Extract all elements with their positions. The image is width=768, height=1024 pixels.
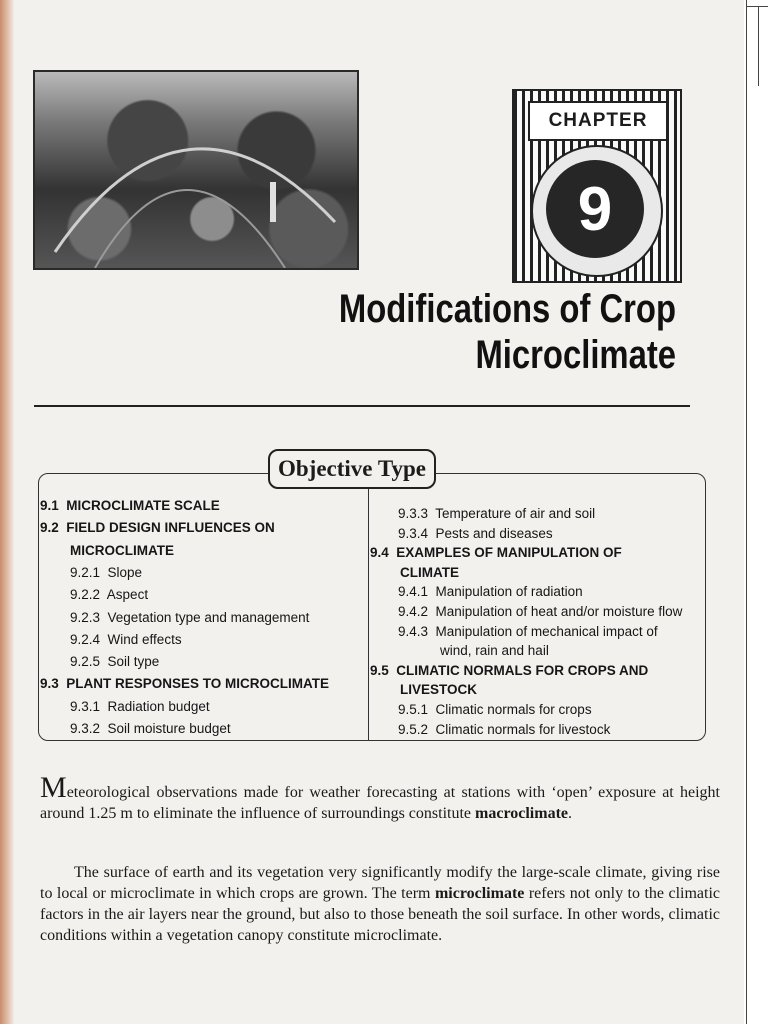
toc-item (70, 564, 142, 581)
page-right-margin (744, 0, 768, 1024)
toc-item (398, 525, 553, 542)
toc-item-label: CLIMATE (400, 564, 459, 580)
toc-item-label: Radiation budget (107, 698, 210, 714)
toc-item-label: CLIMATIC NORMALS FOR CROPS AND (396, 662, 649, 678)
toc-item-label: Pests and diseases (435, 525, 553, 541)
toc-item (398, 603, 682, 620)
toc-item-label: Soil moisture budget (107, 721, 231, 736)
toc-item-number: 9.3.2 (70, 721, 108, 736)
toc-item (40, 519, 275, 536)
toc-item-label: LIVESTOCK (400, 682, 478, 698)
objectives-column-divider (368, 482, 369, 740)
toc-item-number: 9.5.2 (398, 721, 436, 737)
toc-item-label: Climatic normals for livestock (435, 721, 611, 737)
toc-item (440, 642, 549, 659)
toc-item (70, 653, 159, 670)
toc-item (398, 505, 595, 522)
toc-item-number: 9.3 (40, 676, 67, 692)
chapter-circle (531, 145, 663, 277)
toc-item (400, 681, 477, 698)
toc-item (398, 701, 592, 718)
toc-item-label: wind, rain and hail (440, 643, 549, 659)
toc-item-label: PLANT RESPONSES TO MICROCLIMATE (66, 676, 330, 692)
chapter-title-line1: Modifications of Crop (338, 287, 676, 331)
toc-item (398, 583, 583, 600)
toc-item-number: 9.4 (370, 545, 397, 561)
toc-item (70, 720, 231, 737)
toc-item-label: MICROCLIMATE SCALE (66, 498, 220, 513)
toc-item-label: Vegetation type and management (107, 609, 310, 625)
toc-item-number: 9.4.1 (398, 584, 436, 600)
toc-item-number: 9.5.1 (398, 702, 436, 717)
toc-item (70, 698, 210, 715)
chapter-title (250, 286, 676, 378)
toc-item (398, 623, 658, 640)
body-paragraph: The surface of earth and its vegetation very significantly modify the large-scale climate, giving rise to local or microclimate in which crops are grown. The term microclimate refers not only to the climatic factors in the air layers near the ground, but also to those beneath the soil surface. In other words, climatic conditions within a vegetation canopy constitute microclimate. (40, 864, 721, 944)
toc-item-label: Climatic normals for crops (435, 702, 592, 717)
toc-item-number: 9.2 (40, 520, 67, 536)
toc-item-number: 9.3.1 (70, 698, 108, 714)
toc-item-number: 9.2.4 (70, 631, 108, 647)
toc-item-label: Aspect (106, 587, 149, 603)
toc-item-number: 9.4.2 (398, 604, 436, 619)
objective-type-badge: Objective Type (268, 449, 436, 489)
page-binding-edge (0, 0, 14, 1024)
toc-item-label: MICROCLIMATE (70, 542, 174, 558)
toc-item (370, 544, 622, 561)
toc-item-label: Wind effects (107, 631, 182, 647)
crop-field-photo (33, 70, 359, 270)
microclimate-term: microclimate (434, 885, 525, 902)
toc-item (70, 631, 182, 648)
greenhouse-arch-graphic (35, 72, 357, 268)
toc-item (70, 542, 174, 559)
toc-item-number: 9.2.5 (70, 654, 108, 670)
toc-item-label: Manipulation of radiation (435, 584, 583, 600)
toc-item-number: 9.2.1 (70, 564, 108, 580)
toc-item-label: EXAMPLES OF MANIPULATION OF (396, 545, 622, 561)
toc-item (40, 675, 329, 692)
toc-item (70, 586, 148, 603)
toc-item-label: FIELD DESIGN INFLUENCES ON (66, 520, 275, 536)
chapter-label: CHAPTER (528, 101, 668, 141)
toc-item (370, 662, 648, 679)
toc-item-number: 9.3.3 (398, 506, 436, 521)
toc-item (40, 497, 220, 514)
toc-item-number: 9.2.3 (70, 609, 108, 625)
toc-item-number: 9.3.4 (398, 525, 436, 541)
chapter-number: 9 (546, 160, 644, 258)
macroclimate-term: macroclimate (475, 805, 569, 822)
toc-item (400, 564, 459, 581)
toc-item (70, 609, 309, 626)
toc-item-label: Manipulation of mechanical impact of (435, 623, 658, 639)
toc-item-label: Manipulation of heat and/or moisture flow (435, 604, 683, 619)
intro-paragraph: Meteorological observations made for weather forecasting at stations with ‘open’ exposure at height around 1.25 m to eliminate the influence of surroundings constitute macroclimate. (40, 771, 720, 822)
toc-item (398, 721, 610, 738)
toc-item-label: Temperature of air and soil (435, 506, 596, 521)
toc-item-number: 9.2.2 (70, 587, 107, 603)
toc-item-number: 9.4.3 (398, 623, 436, 639)
toc-item-label: Slope (107, 564, 143, 580)
title-divider (34, 405, 690, 407)
chapter-title-line2: Microclimate (475, 333, 676, 377)
intro-text: eteorological observations made for weather forecasting at stations with ‘open’ exposure at height around 1.25 m to eliminate the influence of surroundings constitute (40, 784, 720, 822)
chapter-emblem (512, 89, 682, 283)
toc-item-number: 9.1 (40, 498, 67, 513)
toc-item-number: 9.5 (370, 662, 397, 678)
drop-cap: M (40, 771, 67, 804)
toc-item-label: Soil type (107, 654, 160, 670)
